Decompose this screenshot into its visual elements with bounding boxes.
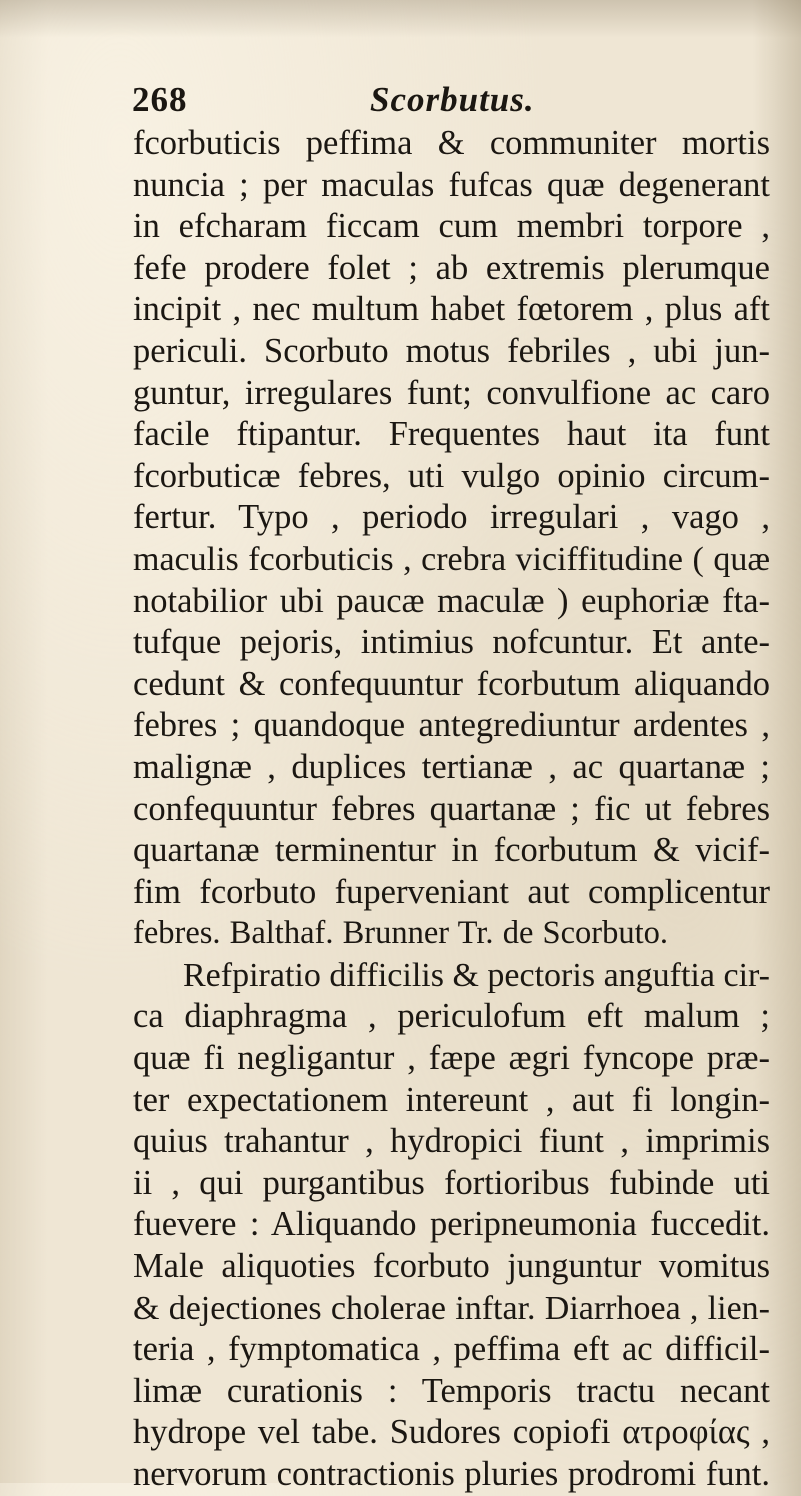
text-line: fim fcorbuto fuperveniant aut complicentur [133, 872, 770, 911]
text-line: hydrope vel tabe. Sudores copiofi ατροφίας , [133, 1413, 770, 1452]
text-line: maculis fcorbuticis , crebra viciffitudine ( quæ [133, 540, 770, 578]
text-line: periculi. Scorbuto motus febriles , ubi jun- [133, 331, 770, 370]
text-line: limæ curationis : Temporis tractu necant [133, 1371, 770, 1410]
text-line: cedunt & confequuntur fcorbutum aliquando [133, 664, 770, 703]
text-line: tufque pejoris, intimius nofcuntur. Et ante- [133, 623, 770, 662]
page-top-edge-shadow [0, 0, 801, 38]
text-line: notabilior ubi paucæ maculæ ) euphoriæ fta- [133, 581, 770, 620]
text-line: in efcharam ficcam cum membri torpore , [133, 207, 770, 246]
text-line: quius trahantur , hydropici fiunt , imprimis [133, 1122, 770, 1161]
page-number: 268 [132, 80, 188, 119]
running-title: Scorbutus. [370, 80, 535, 119]
body-text [133, 123, 770, 1496]
text-line: nuncia ; per maculas fufcas quæ degenerant [133, 165, 770, 204]
text-line: fcorbuticis peffima & communiter mortis [133, 124, 770, 162]
text-line: febres ; quandoque antegrediuntur ardentes , [133, 706, 770, 745]
text-line: malignæ , duplices tertianæ , ac quartanæ ; [133, 747, 770, 786]
text-line: Male aliquoties fcorbuto junguntur vomitus [133, 1247, 770, 1286]
text-line: teria , fymptomatica , peffima eft ac difficil- [133, 1330, 770, 1369]
text-line: guntur, irregulares funt; convulfione ac caro [133, 373, 770, 412]
text-line: quartanæ terminentur in fcorbutum & vicif- [133, 831, 770, 870]
text-line: Refpiratio difficilis & pectoris anguftia cir- [183, 956, 770, 994]
text-line: incipit , nec multum habet fœtorem , plus aft [133, 290, 770, 329]
text-line: fefe prodere folet ; ab extremis plerumque [133, 248, 770, 287]
text-line: fcorbuticæ febres, uti vulgo opinio circum- [133, 456, 770, 495]
text-line: ii , qui purgantibus fortioribus fubinde uti [133, 1163, 770, 1202]
text-line: & dejectiones cholerae inftar. Diarrhoea , lien- [133, 1289, 770, 1327]
text-line: ca diaphragma , periculofum eft malum ; [133, 997, 770, 1036]
text-line: quæ fi negligantur , fæpe ægri fyncope præ- [133, 1039, 770, 1078]
text-line: confequuntur febres quartanæ ; fic ut febres [133, 789, 770, 828]
text-line: nervorum contractionis pluries prodromi funt. [133, 1455, 770, 1493]
text-line: febres. Balthaf. Brunner Tr. de Scorbuto. [133, 915, 668, 952]
text-line: fuevere : Aliquando peripneumonia fuccedit. [133, 1205, 770, 1244]
text-line: ter expectationem intereunt , aut fi longin- [133, 1080, 770, 1119]
text-line: facile ftipantur. Frequentes haut ita funt [133, 415, 770, 454]
text-line: fertur. Typo , periodo irregulari , vago , [133, 498, 770, 537]
